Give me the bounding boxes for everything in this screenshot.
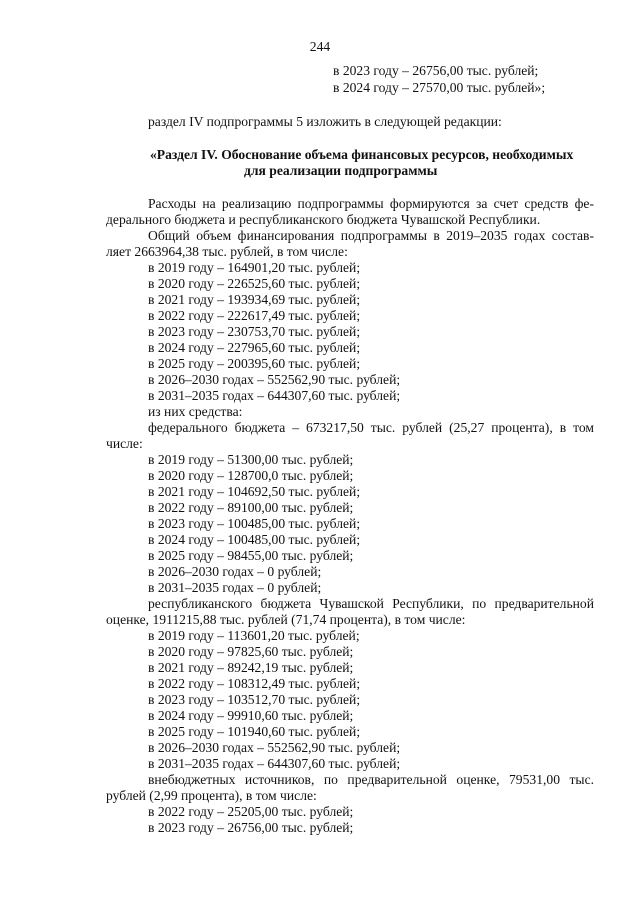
list-item: в 2023 году – 100485,00 тыс. рублей; <box>148 516 361 531</box>
list-item: в 2025 году – 98455,00 тыс. рублей; <box>148 548 354 563</box>
paragraph-line: из них средства: <box>148 404 243 419</box>
paragraph-line: Расходы на реализацию подпрограммы формируются за счет средств фе- <box>148 196 594 211</box>
intro-text: раздел IV подпрограммы 5 изложить в следующей редакции: <box>148 114 502 129</box>
list-item: в 2026–2030 годах – 0 рублей; <box>148 564 322 579</box>
list-item: в 2031–2035 годах – 644307,60 тыс. рублей; <box>148 756 401 771</box>
list-item: в 2026–2030 годах – 552562,90 тыс. рублей; <box>148 372 401 387</box>
list-item: в 2025 году – 200395,60 тыс. рублей; <box>148 356 361 371</box>
list-item: в 2020 году – 128700,0 тыс. рублей; <box>148 468 354 483</box>
paragraph-line: федерального бюджета – 673217,50 тыс. рублей (25,27 процента), в том <box>148 420 594 435</box>
top-line: в 2024 году – 27570,00 тыс. рублей»; <box>333 80 546 95</box>
page-number: 244 <box>309 39 331 54</box>
list-item: в 2019 году – 113601,20 тыс. рублей; <box>148 628 360 643</box>
list-item: в 2022 году – 108312,49 тыс. рублей; <box>148 676 361 691</box>
list-item: в 2025 году – 101940,60 тыс. рублей; <box>148 724 361 739</box>
list-item: в 2022 году – 222617,49 тыс. рублей; <box>148 308 361 323</box>
list-item: в 2024 году – 99910,60 тыс. рублей; <box>148 708 354 723</box>
list-item: в 2019 году – 164901,20 тыс. рублей; <box>148 260 361 275</box>
list-item: в 2021 году – 104692,50 тыс. рублей; <box>148 484 361 499</box>
list-item: в 2020 году – 97825,60 тыс. рублей; <box>148 644 354 659</box>
paragraph-line: числе: <box>106 436 143 451</box>
list-item: в 2020 году – 226525,60 тыс. рублей; <box>148 276 361 291</box>
paragraph-line: Общий объем финансирования подпрограммы в 2019–2035 годах состав- <box>148 228 594 243</box>
list-item: в 2031–2035 годах – 0 рублей; <box>148 580 322 595</box>
list-item: в 2021 году – 193934,69 тыс. рублей; <box>148 292 361 307</box>
list-item: в 2024 году – 100485,00 тыс. рублей; <box>148 532 361 547</box>
list-item: в 2023 году – 26756,00 тыс. рублей; <box>148 820 354 835</box>
list-item: в 2026–2030 годах – 552562,90 тыс. рублей; <box>148 740 401 755</box>
paragraph-line: внебюджетных источников, по предварительной оценке, 79531,00 тыс. <box>148 772 594 787</box>
list-item: в 2021 году – 89242,19 тыс. рублей; <box>148 660 354 675</box>
list-item: в 2022 году – 25205,00 тыс. рублей; <box>148 804 354 819</box>
paragraph-line: рублей (2,99 процента), в том числе: <box>106 788 317 803</box>
list-item: в 2024 году – 227965,60 тыс. рублей; <box>148 340 361 355</box>
list-item: в 2022 году – 89100,00 тыс. рублей; <box>148 500 354 515</box>
section-heading-line: для реализации подпрограммы <box>244 163 438 178</box>
paragraph-line: республиканского бюджета Чувашской Республики, по предварительной <box>148 596 594 611</box>
top-line: в 2023 году – 26756,00 тыс. рублей; <box>333 63 539 78</box>
list-item: в 2023 году – 230753,70 тыс. рублей; <box>148 324 361 339</box>
list-item: в 2023 году – 103512,70 тыс. рублей; <box>148 692 361 707</box>
list-item: в 2031–2035 годах – 644307,60 тыс. рублей; <box>148 388 401 403</box>
list-item: в 2019 году – 51300,00 тыс. рублей; <box>148 452 354 467</box>
paragraph-line: ляет 2663964,38 тыс. рублей, в том числе: <box>106 244 348 259</box>
paragraph-line: дерального бюджета и республиканского бюджета Чувашской Республики. <box>106 212 541 227</box>
paragraph-line: оценке, 1911215,88 тыс. рублей (71,74 процента), в том числе: <box>106 612 466 627</box>
section-heading-line: «Раздел IV. Обоснование объема финансовых ресурсов, необходимых <box>150 147 574 162</box>
